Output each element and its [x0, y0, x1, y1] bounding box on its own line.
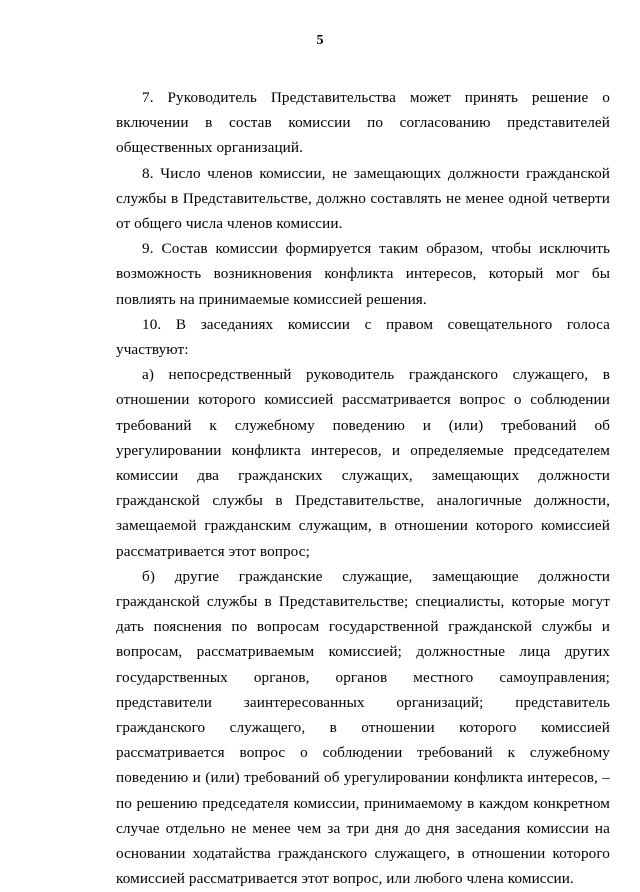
paragraph-8: 8. Число членов комиссии, не замещающих должности гражданской службы в Представительстве, должно составлять не менее одной четверти от общего числа членов комиссии.	[116, 164, 610, 233]
paragraph-7: 7. Руководитель Представительства может принять решение о включении в состав комиссии по согласованию представителей общественных организаций.	[116, 89, 610, 157]
paragraph-10: 10. В заседаниях комиссии с правом совещательного голоса участвуют:	[116, 315, 610, 359]
document-body	[116, 85, 610, 892]
paragraph-10-b: б) другие гражданские служащие, замещающие должности гражданской службы в Представительстве; специалисты, которые могут дать пояснения по вопросам государственной гражданской службы и вопросам, рассматриваемым комиссией; должностные лица других государственных органов, органов местного самоуправления; представители заинтересованных организаций; представитель гражданского служащего, в отношении которого комиссией рассматривается вопрос о соблюдении требований к служебному поведению и (или) требований об урегулировании конфликта интересов, – по решению председателя комиссии, принимаемому в каждом конкретном случае отдельно не менее чем за три дня до дня заседания комиссии на основании ходатайства гражданского служащего, в отношении которого комиссией рассматривается этот вопрос, или любого члена комиссии.	[116, 567, 610, 888]
page-number: 5	[316, 33, 324, 48]
paragraph-9: 9. Состав комиссии формируется таким образом, чтобы исключить возможность возникновения конфликта интересов, который мог бы повлиять на принимаемые комиссией решения.	[116, 240, 610, 308]
paragraph-10-a: а) непосредственный руководитель гражданского служащего, в отношении которого комиссией рассматривается вопрос о соблюдении требований к служебному поведению и (или) требований об урегулировании конфликта интересов, и определяемые председателем комиссии два гражданских служащих, замещающих должности гражданской службы в Представительстве, аналогичные должности, замещаемой гражданским служащим, в отношении которого комиссией рассматривается этот вопрос;	[116, 366, 610, 560]
